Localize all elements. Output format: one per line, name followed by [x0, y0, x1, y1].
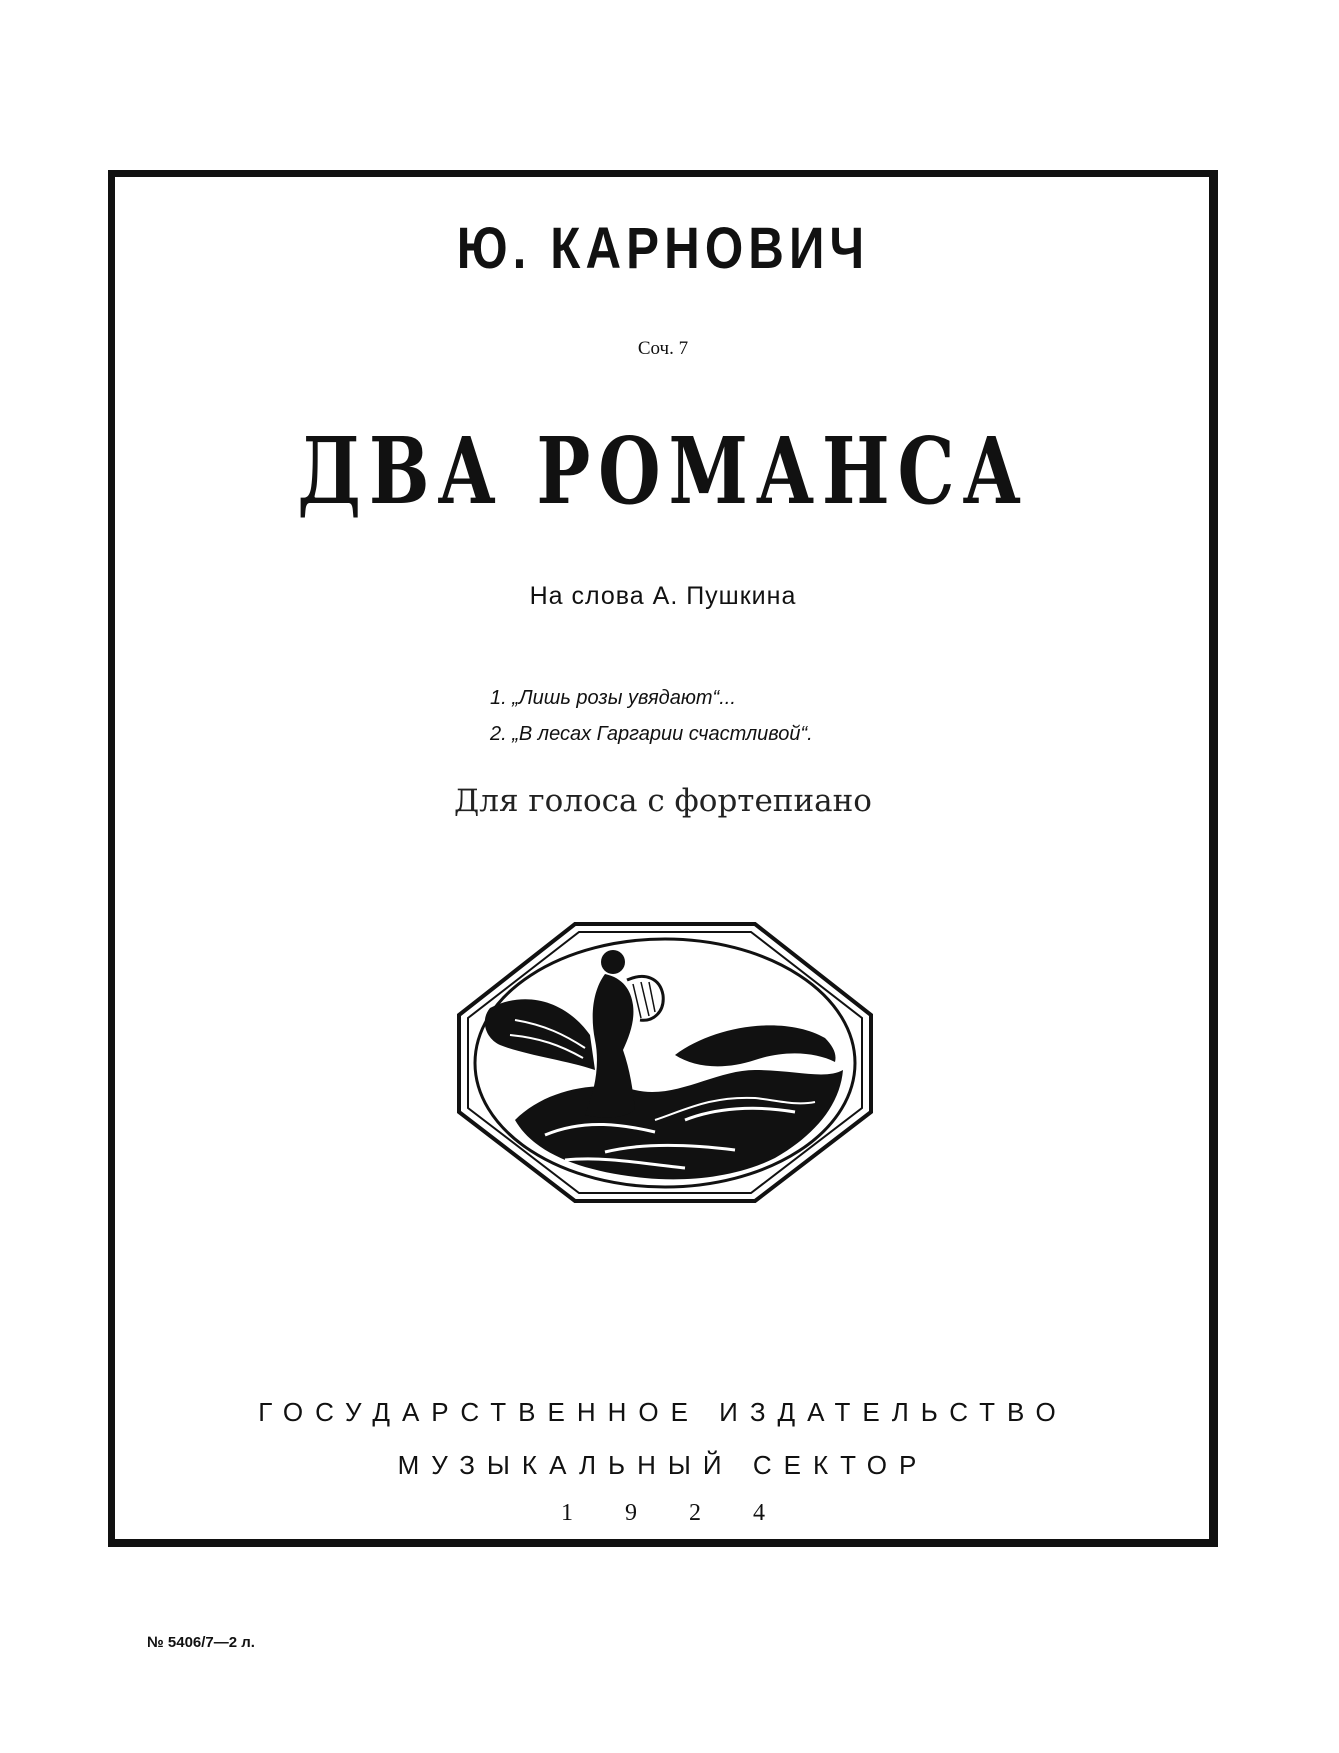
- instrumentation: Для голоса с фортепиано: [454, 783, 872, 819]
- lyre-figure-emblem: [455, 920, 875, 1205]
- publisher-sector: МУЗЫКАЛЬНЫЙ СЕКТОР: [397, 1450, 929, 1480]
- frame-right-border: [1209, 170, 1218, 1547]
- frame-bottom-border: [108, 1539, 1218, 1547]
- composer-name: Ю. КАРНОВИЧ: [456, 216, 870, 281]
- song-list: [490, 680, 813, 752]
- publication-year: 1924: [561, 1500, 817, 1526]
- song-item-2: 2. „В лесах Гаргарии счастливой“.: [490, 723, 813, 745]
- opus-number: Соч. 7: [637, 338, 689, 359]
- publisher-name: ГОСУДАРСТВЕННОЕ ИЗДАТЕЛЬСТВО: [258, 1397, 1068, 1427]
- frame-top-border: [108, 170, 1218, 177]
- frame-left-border: [108, 170, 115, 1547]
- page-frame: [108, 170, 1218, 1547]
- page-title: ДВА РОМАНСА: [297, 417, 1029, 525]
- lyricist-credit: На слова А. Пушкина: [529, 582, 797, 610]
- song-item-1: 1. „Лишь розы увядают“...: [490, 687, 736, 709]
- catalog-number: № 5406/7—2 л.: [147, 1634, 255, 1651]
